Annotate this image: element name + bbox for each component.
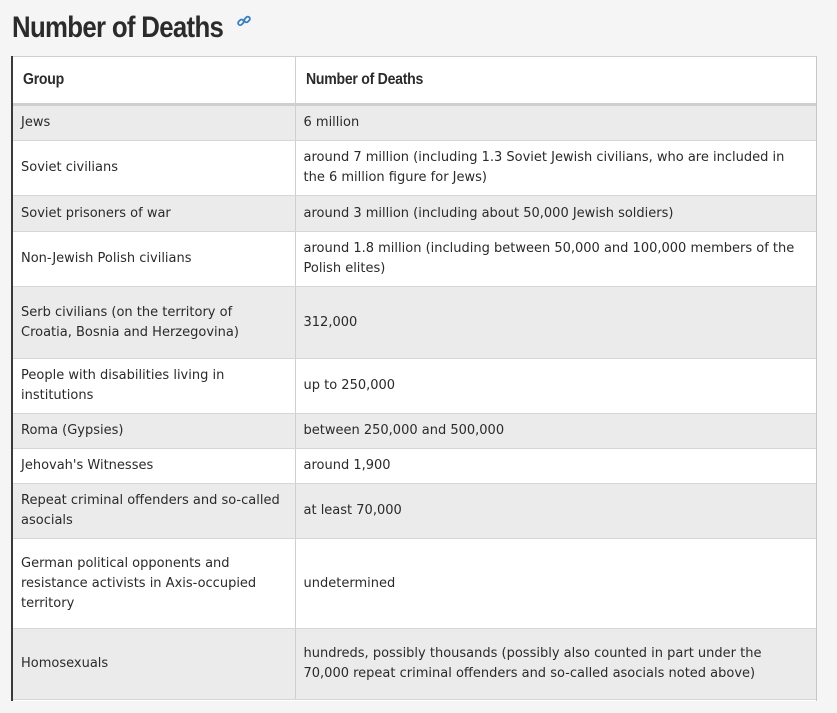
deaths-cell: hundreds, possibly thousands (possibly also counted in part under the 70,000 repeat criminal offenders and so-called asocials noted above) <box>295 629 817 700</box>
deaths-cell: 6 million <box>295 105 817 141</box>
group-cell: Non-Jewish Polish civilians <box>13 232 295 287</box>
page-title: Number of Deaths <box>12 11 224 44</box>
table-row <box>13 449 817 484</box>
deaths-table <box>13 56 817 700</box>
table-row <box>13 287 817 359</box>
group-cell: People with disabilities living in institutions <box>13 359 295 414</box>
table-row <box>13 484 817 539</box>
group-cell: Roma (Gypsies) <box>13 414 295 449</box>
deaths-cell: at least 70,000 <box>295 484 817 539</box>
group-cell: Soviet prisoners of war <box>13 196 295 232</box>
link-icon[interactable] <box>236 13 252 29</box>
chain-link-icon <box>236 13 252 29</box>
group-cell: Serb civilians (on the territory of Croatia, Bosnia and Herzegovina) <box>13 287 295 359</box>
group-cell: Repeat criminal offenders and so-called asocials <box>13 484 295 539</box>
deaths-table-container <box>11 56 817 701</box>
deaths-cell: around 3 million (including about 50,000 Jewish soldiers) <box>295 196 817 232</box>
deaths-cell: around 7 million (including 1.3 Soviet Jewish civilians, who are included in the 6 million figure for Jews) <box>295 141 817 196</box>
group-cell: Jehovah's Witnesses <box>13 449 295 484</box>
table-row <box>13 414 817 449</box>
table-row <box>13 232 817 287</box>
group-cell: German political opponents and resistance activists in Axis-occupied territory <box>13 539 295 629</box>
table-header-row <box>13 57 817 105</box>
group-cell: Homosexuals <box>13 629 295 700</box>
deaths-cell: around 1,900 <box>295 449 817 484</box>
deaths-cell: around 1.8 million (including between 50,000 and 100,000 members of the Polish elites) <box>295 232 817 287</box>
table-row <box>13 629 817 700</box>
table-row <box>13 105 817 141</box>
group-cell: Jews <box>13 105 295 141</box>
column-header-group-label: Group <box>23 71 64 88</box>
column-header-group <box>13 57 295 105</box>
deaths-cell: 312,000 <box>295 287 817 359</box>
heading-row <box>12 6 258 50</box>
column-header-deaths-label: Number of Deaths <box>305 71 423 88</box>
table-row <box>13 196 817 232</box>
group-cell: Soviet civilians <box>13 141 295 196</box>
table-row <box>13 141 817 196</box>
deaths-cell: undetermined <box>295 539 817 629</box>
table-row <box>13 359 817 414</box>
table-row <box>13 539 817 629</box>
deaths-cell: between 250,000 and 500,000 <box>295 414 817 449</box>
column-header-deaths <box>295 57 817 105</box>
deaths-cell: up to 250,000 <box>295 359 817 414</box>
